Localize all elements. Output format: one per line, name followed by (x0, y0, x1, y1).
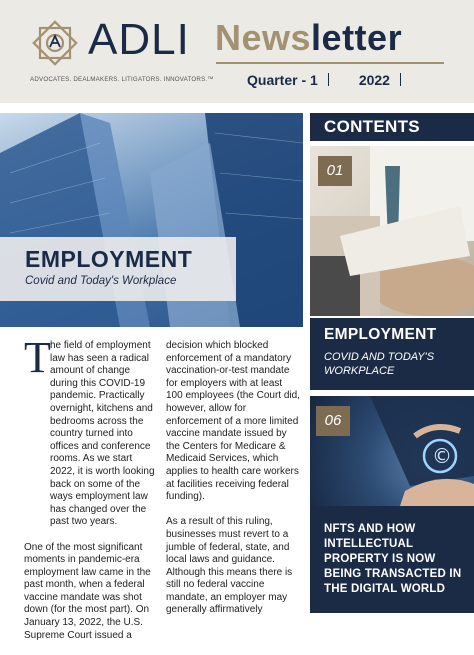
newsletter-title (215, 17, 403, 58)
article-paragraph: decision which blocked enforcement of a mandatory vaccination-or-test mandate for employers with at least 100 employees (the Court did, however, allow for enforcement of a more limited vaccine mandate issued by the Centers for Medicare & Medicaid Services, which applies to health care workers at facilities receiving federal funding). (166, 340, 300, 503)
adli-logo-icon (28, 16, 82, 70)
svg-text:©: © (432, 444, 452, 468)
brand-name: ADLI (88, 15, 190, 64)
masthead (0, 0, 474, 103)
article-column-2 (166, 340, 300, 630)
drop-cap: T (24, 333, 51, 382)
quarter-label: Quarter - 1 (247, 72, 318, 88)
contents-heading: CONTENTS (310, 113, 474, 141)
newsletter-title-part1: News (215, 17, 312, 58)
contents-item-nfts[interactable] (310, 506, 474, 613)
article-column-1 (24, 333, 156, 655)
item-number-badge: 06 (316, 406, 350, 436)
item-number-badge: 01 (318, 156, 352, 186)
hero-image (0, 113, 303, 327)
divider (400, 73, 401, 86)
paragraph-text: he field of employment law has seen a radical amount of change during this COVID-19 pandemic. Practically overnight, kitchens and bedrooms across the country turned into offices and conference rooms. As we start 2022, it is worth looking back on some of the ways employment law has changed over the past two years. (50, 340, 155, 528)
article-paragraph: As a result of this ruling, businesses must revert to a jumble of federal, state, and local laws and guidance. Although this means there is still no federal vaccine mandate, an employer may generally affirmatively (166, 516, 293, 616)
newsletter-title-part2: letter (311, 17, 403, 58)
hero-title: EMPLOYMENT (25, 246, 193, 272)
title-divider (216, 62, 444, 64)
issue-info (247, 72, 411, 88)
divider (328, 73, 329, 86)
hero-subtitle: Covid and Today's Workplace (25, 275, 177, 287)
contents-item-title: EMPLOYMENT (324, 326, 437, 343)
contents-item-subtitle: COVID AND TODAY'S WORKPLACE (324, 351, 435, 377)
tagline: ADVOCATES. DEALMAKERS. LITIGATORS. INNOVATORS.™ (30, 76, 214, 83)
contents-item-title: NFTS AND HOW INTELLECTUAL PROPERTY IS NOW BEING TRANSACTED IN THE DIGITAL WORLD (324, 523, 462, 595)
year-label: 2022 (358, 72, 390, 88)
article-paragraph (24, 333, 156, 529)
article-paragraph: One of the most significant moments in pandemic-era employment law came in the past month, when a federal vaccine mandate was shot down (for the most part). On January 13, 2022, the U.S. Supreme Court issued a (24, 541, 151, 641)
contents-item-employment[interactable] (310, 318, 474, 390)
